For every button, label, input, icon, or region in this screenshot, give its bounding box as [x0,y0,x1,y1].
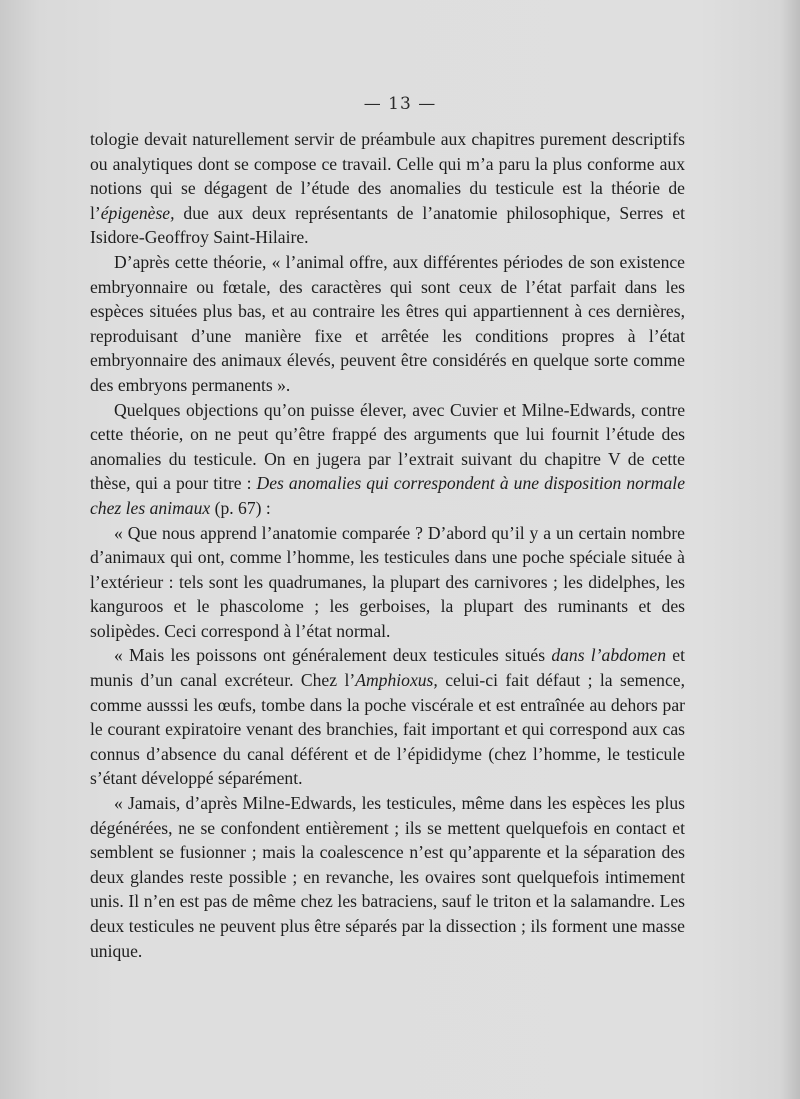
body-text [90,127,685,963]
paragraph-p5 [90,643,685,791]
paragraph-text: Quelques objections qu’on puisse élever, avec Cuvier et Milne-Edwards, contre cette théorie, on ne peut qu’être frappé des arguments que lui fournit l’étude des anomalies du testicule. On en jugera par l’extrait suivant du chapitre V de cette thèse, qui a pour titre : [90,399,685,494]
paragraph-text: (p. 67) : [210,497,271,518]
paragraph-text: due aux deux représentants de l’anatomie philosophique, Serres et Isidore-Geoffroy Saint-Hilaire. [90,202,685,248]
paragraph-p1 [90,127,685,250]
italic-text: Des anomalies qui correspondent à une disposition normale chez les animaux [90,473,686,518]
paragraph-text: celui-ci fait défaut ; la semence, comme ausssi les œufs, tombe dans la poche viscérale et est entraînée au dehors par le courant expiratoire venant des branchies, fait important et qui correspond aux cas connus d’absence du canal déférent et de l’épididyme (chez l’homme, le testicule s’étant développé séparément. [90,670,685,789]
paragraph-text: tologie devait naturellement servir de préambule aux chapitres purement descriptifs ou analytiques dont se compose ce travail. Celle qui m’a paru la plus conforme aux notions qui se dégagent de l’étude des anomalies du testicule est la théorie de l’ [90,129,685,223]
italic-text: dans l’abdomen [551,645,667,666]
paragraph-text: « Mais les poissons ont généralement deux testicules situés [114,645,552,666]
italic-text: Amphioxus, [355,670,438,691]
paragraph-text: D’après cette théorie, « l’animal offre, aux différentes périodes de son existence embryonnaire ou fœtale, des caractères qui sont ceux de l’état parfait dans les espèces situées plus bas, et au contraire les êtres qui appartiennent à ces dernières, reproduisant d’une manière fixe et arrêtée les conditions propres à l’état embryonnaire des animaux élevés, peuvent être considérés en quelque sorte comme des embryons permanents ». [90,251,685,395]
paragraph-text: et munis d’un canal excréteur. Chez l’ [90,645,685,691]
paragraph-p2 [90,250,685,398]
paragraph-p6 [90,791,685,963]
paragraph-text: « Que nous apprend l’anatomie comparée ? D’abord qu’il y a un certain nombre d’animaux qui ont, comme l’homme, les testicules dans une poche spéciale située à l’extérieur : tels sont les quadrumanes, la plupart des carnivores ; les didelphes, les kanguroos et le phascolome ; les gerboises, la plupart des ruminants et des solipèdes. Ceci correspond à l’état normal. [90,522,685,641]
italic-text: épigenèse, [100,202,175,223]
paragraph-text: « Jamais, d’après Milne-Edwards, les testicules, même dans les espèces les plus dégénérées, ne se confondent entièrement ; ils se mettent quelquefois en contact et semblent se fusionner ; mais la coalescence n’est qu’apparente et la séparation des deux glandes reste possible ; en revanche, les ovaires sont quelquefois intimement unis. Il n’en est pas de même chez les batraciens, sauf le triton et la salamandre. Les deux testicules ne peuvent plus être séparés par la dissection ; ils forment une masse unique. [90,793,685,961]
paragraph-p3 [90,398,685,521]
page-number: — 13 — [363,94,437,114]
paragraph-p4 [90,521,685,644]
